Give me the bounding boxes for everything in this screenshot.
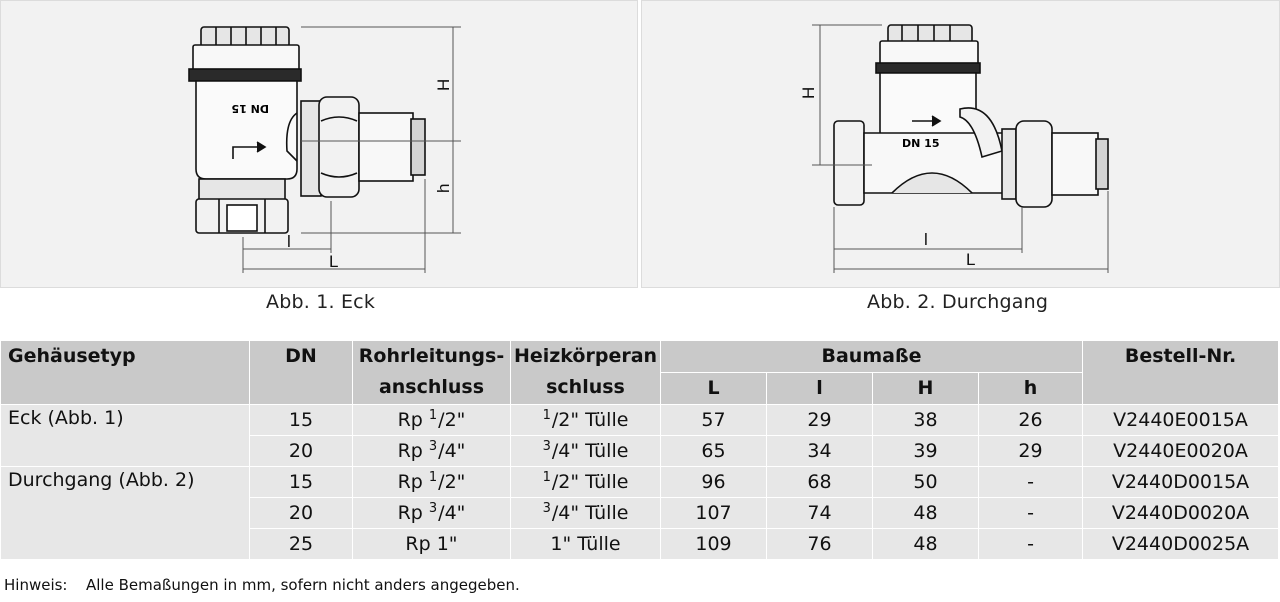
dn-cell: 20 — [250, 498, 353, 529]
footnote — [4, 576, 520, 594]
footnote-label: Hinweis: — [4, 576, 68, 594]
header-L: L — [661, 373, 767, 405]
radiator-cell: 3 /4" Tülle — [511, 436, 661, 467]
header-order-number: Bestell-Nr. — [1083, 341, 1279, 405]
dn-cell: 25 — [250, 529, 353, 560]
header-pipe-line1: Rohrleitungs- — [358, 345, 505, 367]
table-row — [1, 405, 1279, 436]
header-pipe-line2: anschluss — [378, 376, 485, 398]
header-type: Gehäusetyp — [1, 341, 250, 405]
h-cell: 29 — [979, 436, 1083, 467]
figure-1-caption: Abb. 1. Eck — [266, 291, 376, 313]
header-radiator-line2: schluss — [546, 376, 625, 398]
h-cell: - — [979, 498, 1083, 529]
header-l: l — [767, 373, 873, 405]
h-cell: - — [979, 529, 1083, 560]
header-H: H — [873, 373, 979, 405]
order-cell: V2440E0015A — [1083, 405, 1279, 436]
header-pipe-connection — [353, 341, 511, 405]
L-cell: 65 — [661, 436, 767, 467]
figure-2-caption: Abb. 2. Durchgang — [867, 291, 1049, 313]
header-radiator-line1: Heizkörperan — [513, 345, 658, 367]
H-cell: 48 — [873, 498, 979, 529]
fig2-dim-L: L — [966, 250, 976, 269]
pipe-cell: Rp 1" — [353, 529, 511, 560]
fig2-dim-l: l — [924, 230, 928, 249]
spec-table — [0, 340, 1279, 560]
header-row-1 — [1, 341, 1279, 373]
header-dn: DN — [250, 341, 353, 405]
dn-cell: 20 — [250, 436, 353, 467]
header-h: h — [979, 373, 1083, 405]
header-radiator-connection — [511, 341, 661, 405]
radiator-cell: 1" Tülle — [511, 529, 661, 560]
fig2-dim-H: H — [799, 86, 818, 99]
footnote-text: Alle Bemaßungen in mm, sofern nicht anders angegeben. — [86, 576, 520, 594]
figure-angle-valve — [0, 0, 638, 288]
H-cell: 39 — [873, 436, 979, 467]
l-cell: 68 — [767, 467, 873, 498]
fig1-marking: DN 15 — [231, 102, 269, 115]
h-cell: 26 — [979, 405, 1083, 436]
L-cell: 109 — [661, 529, 767, 560]
l-cell: 29 — [767, 405, 873, 436]
L-cell: 107 — [661, 498, 767, 529]
dn-cell: 15 — [250, 405, 353, 436]
pipe-cell: Rp 1 /2" — [353, 405, 511, 436]
pipe-cell: Rp 3 /4" — [353, 498, 511, 529]
angle-valve-drawing — [1, 1, 639, 289]
dn-cell: 15 — [250, 467, 353, 498]
L-cell: 96 — [661, 467, 767, 498]
pipe-cell: Rp 1 /2" — [353, 467, 511, 498]
header-dimensions: Baumaße — [661, 341, 1083, 373]
fig1-dim-h: h — [434, 183, 453, 193]
pipe-cell: Rp 3 /4" — [353, 436, 511, 467]
fig2-marking: DN 15 — [902, 137, 940, 150]
H-cell: 48 — [873, 529, 979, 560]
radiator-cell: 1 /2" Tülle — [511, 467, 661, 498]
order-cell: V2440D0015A — [1083, 467, 1279, 498]
order-cell: V2440E0020A — [1083, 436, 1279, 467]
H-cell: 38 — [873, 405, 979, 436]
radiator-cell: 3 /4" Tülle — [511, 498, 661, 529]
l-cell: 34 — [767, 436, 873, 467]
order-cell: V2440D0025A — [1083, 529, 1279, 560]
order-cell: V2440D0020A — [1083, 498, 1279, 529]
H-cell: 50 — [873, 467, 979, 498]
h-cell: - — [979, 467, 1083, 498]
radiator-cell: 1 /2" Tülle — [511, 405, 661, 436]
type-cell: Eck (Abb. 1) — [1, 405, 250, 467]
l-cell: 74 — [767, 498, 873, 529]
l-cell: 76 — [767, 529, 873, 560]
fig1-dim-l: l — [287, 232, 291, 251]
figure-straight-valve — [641, 0, 1280, 288]
type-cell: Durchgang (Abb. 2) — [1, 467, 250, 560]
fig1-dim-L: L — [329, 252, 339, 271]
straight-valve-drawing — [642, 1, 1280, 289]
L-cell: 57 — [661, 405, 767, 436]
fig1-dim-H: H — [434, 78, 453, 91]
table-row — [1, 467, 1279, 498]
